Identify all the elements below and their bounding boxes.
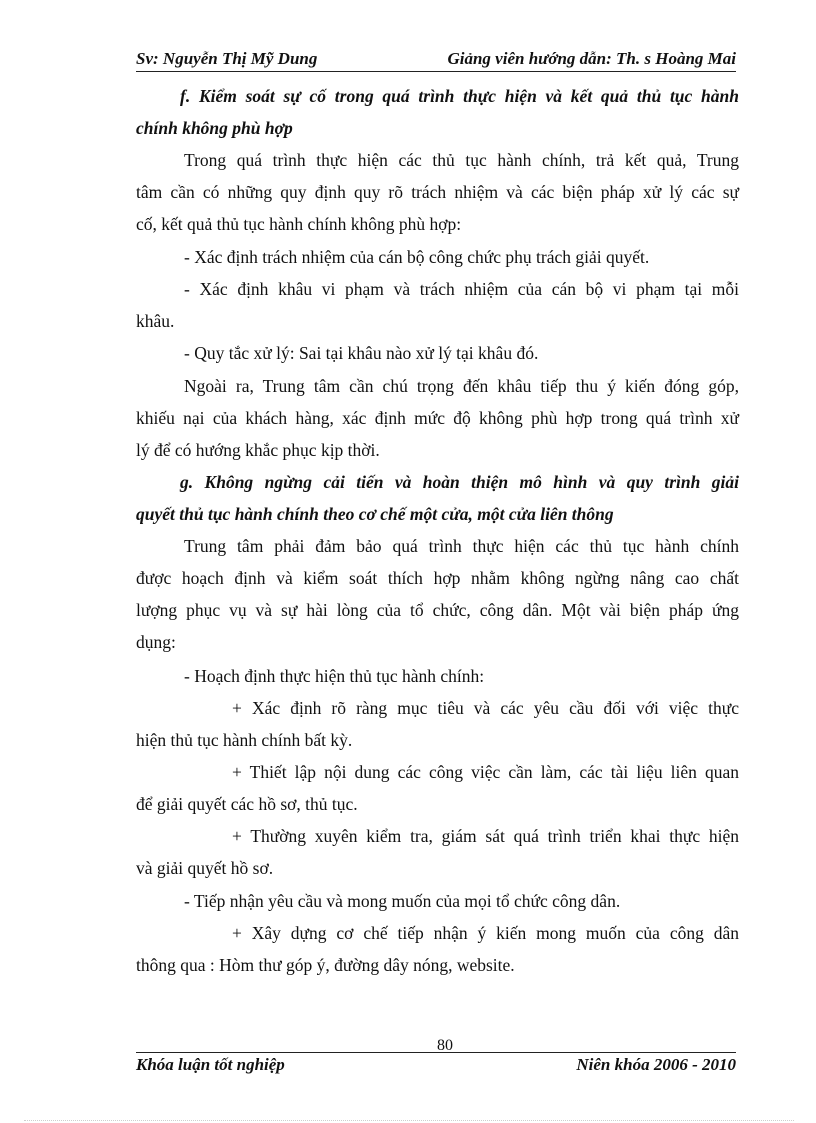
page-header: [136, 49, 736, 72]
footer-rule: [136, 1052, 736, 1053]
paragraph-line: lượng phục vụ và sự hài lòng của tổ chức, công dân. Một vài biện pháp ứng: [136, 600, 739, 620]
sub-list-item: + Thiết lập nội dung các công việc cần làm, các tài liệu liên quan: [232, 762, 739, 782]
sub-list-item: + Xây dựng cơ chế tiếp nhận ý kiến mong muốn của công dân: [232, 923, 739, 943]
paragraph-line: Trong quá trình thực hiện các thủ tục hành chính, trả kết quả, Trung: [184, 150, 739, 170]
sub-list-item: + Thường xuyên kiểm tra, giám sát quá trình triển khai thực hiện: [232, 826, 739, 846]
sub-list-item-cont: và giải quyết hồ sơ.: [136, 858, 274, 878]
section-g-heading: g. Không ngừng cải tiến và hoàn thiện mô hình và quy trình giải: [180, 472, 739, 492]
paragraph-line: khiếu nại của khách hàng, xác định mức độ không phù hợp trong quá trình xử: [136, 408, 739, 428]
paragraph-line: tâm cần có những quy định quy rõ trách nhiệm và các biện pháp xử lý các sự: [136, 182, 739, 202]
section-f-heading: f. Kiểm soát sự cố trong quá trình thực hiện và kết quả thủ tục hành: [180, 86, 739, 106]
footer-thesis-label: Khóa luận tốt nghiệp: [136, 1055, 285, 1074]
paragraph-line: Ngoài ra, Trung tâm cần chú trọng đến khâu tiếp thu ý kiến đóng góp,: [184, 376, 739, 396]
footer-academic-year: Niên khóa 2006 - 2010: [576, 1055, 736, 1074]
paragraph-line: cố, kết quả thủ tục hành chính không phù hợp:: [136, 214, 462, 234]
sub-list-item-cont: để giải quyết các hồ sơ, thủ tục.: [136, 794, 358, 814]
sub-list-item-cont: thông qua : Hòm thư góp ý, đường dây nóng, website.: [136, 955, 515, 975]
list-item: - Hoạch định thực hiện thủ tục hành chính:: [184, 666, 485, 686]
paragraph-line: Trung tâm phải đảm bảo quá trình thực hiện các thủ tục hành chính: [184, 536, 739, 556]
section-g-heading-cont: quyết thủ tục hành chính theo cơ chế một cửa, một cửa liên thông: [136, 504, 614, 524]
list-item: - Xác định trách nhiệm của cán bộ công chức phụ trách giải quyết.: [184, 247, 650, 267]
page-footer: [136, 1055, 736, 1077]
list-item: - Quy tắc xử lý: Sai tại khâu nào xử lý tại khâu đó.: [184, 343, 539, 363]
list-item-cont: khâu.: [136, 311, 175, 331]
section-f-heading-cont: chính không phù hợp: [136, 118, 293, 138]
sub-list-item-cont: hiện thủ tục hành chính bất kỳ.: [136, 730, 353, 750]
header-supervisor: Giảng viên hướng dẫn: Th. s Hoàng Mai: [447, 49, 736, 68]
header-student: Sv: Nguyễn Thị Mỹ Dung: [136, 49, 318, 68]
paragraph-line: lý để có hướng khắc phục kịp thời.: [136, 440, 380, 460]
page-number: 80: [437, 1037, 453, 1054]
paragraph-line: được hoạch định và kiểm soát thích hợp nhằm không ngừng nâng cao chất: [136, 568, 739, 588]
sub-list-item: + Xác định rõ ràng mục tiêu và các yêu cầu đối với việc thực: [232, 698, 739, 718]
paragraph-line: dụng:: [136, 632, 176, 652]
list-item: - Tiếp nhận yêu cầu và mong muốn của mọi tổ chức công dân.: [184, 891, 621, 911]
list-item: - Xác định khâu vi phạm và trách nhiệm của cán bộ vi phạm tại mỗi: [184, 279, 739, 299]
page-bottom-border: [24, 1120, 794, 1121]
